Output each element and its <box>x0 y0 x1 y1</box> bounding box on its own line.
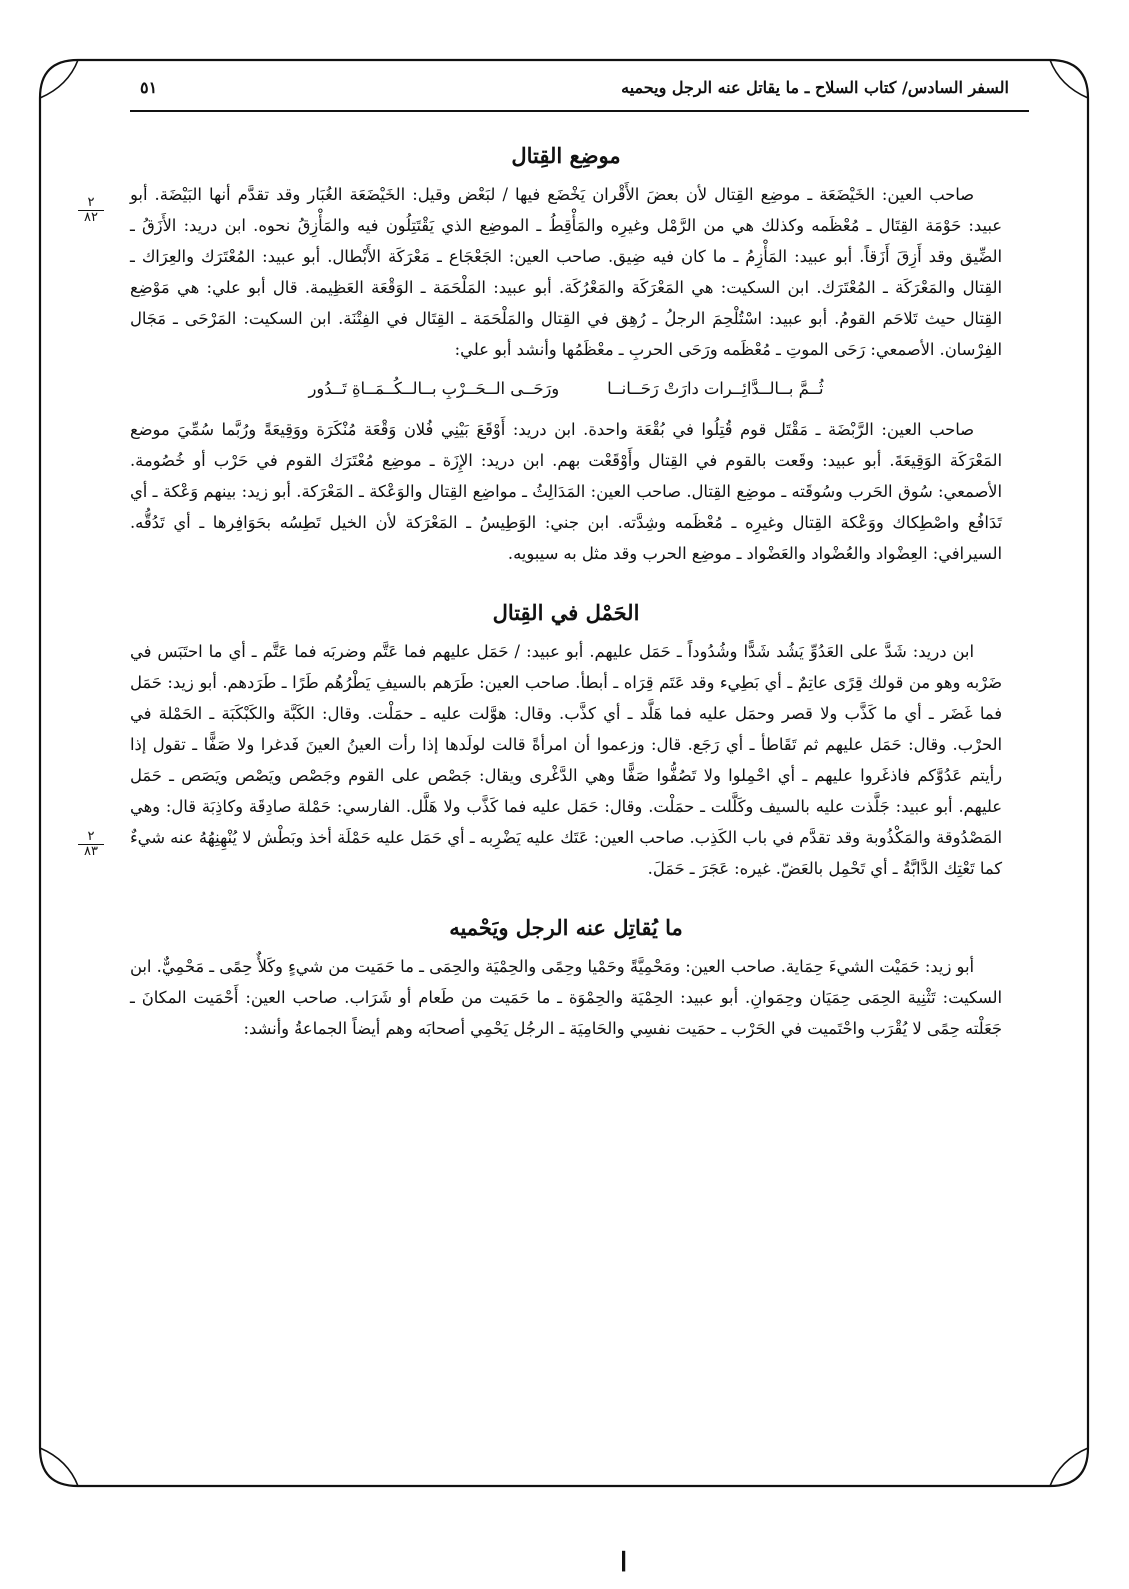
section-title: ما يُقاتِل عنه الرجل ويَحْميه <box>449 915 683 940</box>
margin-note-2 <box>78 830 104 859</box>
verse-hemistich: ثُــمَّ بــالــدَّائِــرات دارَتْ رَحَــانــا <box>607 379 824 398</box>
paragraph: صاحب العين: الخَيْضَعَة ـ موضِع القِتال لأن بعضَ الأَقْران يَخْضَع فيها / لبَعْض وقيل: الخَيْضَعَة الغُبَار وقد تقدَّم أنها البَيْضَة. أبو عبيد: حَوْمَة القِتَال ـ مُعْظَمه وكذلك هي من الرَّمْل وغيرِه والمَأْقِطُ ـ الموضِع الذي يَقْتَتِلُون فيه والمَأْزِقُ نحوه. ابن دريد: الأَزَقُ ـ الضِّيق وقد أَزِقَ أَزَقاً. أبو عبيد: المَأْزِمُ ـ ما كان فيه ضِيق. صاحب العين: الجَعْجَاع ـ مَعْرَكَة الأَبْطال. أبو عبيد: المُعْتَرَك والعِرَاك ـ القِتال والمَعْرَكَة ـ المُعْتَرَك. ابن السكيت: هي المَعْرَكَة والمَعْرُكَة. أبو عبيد: المَلْحَمَة ـ الوَقْعَة العَظِيمة. قال أبو علي: هي مَوْضِع القِتال حيث تَلاحَم القومُ. أبو عبيد: اسْتُلْحِمَ الرجلُ ـ رُهِق في القِتال والمَلْحَمَة ـ القِتَال في الفِتْنَة. ابن السكيت: المَرْحَى ـ مَجَال الفِرْسان. الأصمعي: رَحَى الموتِ ـ مُعْظَمه ورَحَى الحربِ ـ معْظَمُها وأنشد أبو علي: <box>130 185 1002 359</box>
footer-mark: ا <box>620 1548 628 1578</box>
page-number: ٥١ <box>140 77 158 97</box>
margin-note-bottom: ٨٣ <box>84 844 98 859</box>
paragraph: ابن دريد: شَدَّ على العَدُوِّ يَشُد شَدًّا وشُدُوداً ـ حَمَل عليهم. أبو عبيد: / حَمَل عليهم فما عَتَّم وضربَه فما عَتَّم ـ أي ما احتَبَس في ضَرْبه وهو من قولك قِرًى عاتِمٌ ـ أي بَطِيء وقد عَتَم قِرَاه ـ أبطأ. صاحب العين: طَرَهم بالسيفِ يَطْرُهُم طَرًا ـ طَرَدهم. أبو زيد: حَمَل فما غَضَر ـ أي ما كَذَّب ولا قصر وحمَل عليه فما هَلَّد ـ أي كذَّب. وقال: هوَّلت عليه ـ حمَلْت. وقال: الكَبَّة والكَبْكَبَة ـ الحَمْلة في الحرْب. وقال: حَمَل عليهم ثم تَقَاطأ ـ أي رَجَع. قال: وزعموا أن امرأةً قالت لولَدها إذا رأت العينُ العينَ فَدغرا ولا صَفًّا ـ تقول إذا رأيتم عَدُوَّكم فاذغَروا عليهم ـ أي احْمِلوا ولا تَصُفُّوا صَفًّا وهي الدَّغْرى ويقال: جَصْص على القوم وجَصْص ويَصْص ويَصَص ـ حَمَل عليهم. أبو عبيد: جَلَّذت عليه بالسيف وكَلَّلت ـ حمَلْت. وقال: حَمَل عليه فما كَذَّب ولا هَلَّل. الفارسي: حَمْلة صادِقَة وكاذِبَة قال: وهي المَصْدُوقة والمَكْذُوبة وقد تقدَّم في باب الكَذِب. صاحب العين: عَتَك عليه يَضْرِبه ـ أي حَمَل عليه حَمْلَة أخذ وبَطْش لا يُنْهِنِهُهُ عنه شيءٌ كما تَعْتِك الدَّابَّةُ ـ أي تَحْمِل بالعَضّ. غيره: عَجَرَ ـ حَمَلَ. <box>130 642 1002 878</box>
section-title: الحَمْل في القِتال <box>492 600 640 625</box>
page-body <box>130 130 1002 1050</box>
page-header <box>140 70 1009 104</box>
margin-note-bottom: ٨٢ <box>84 210 98 225</box>
paragraph: صاحب العين: الرَّبْضَة ـ مَقْتَل قوم قُتِلُوا في بُقْعَة واحدة. ابن دريد: أَوْقَعَ بَيْنِي فُلان وَقْعَة مُنْكَرَة ووَقِيعَةً ورُبَّما سُمِّيَ موضع المَعْرَكَة الوَقِيعَةَ. أبو عبيد: وقَعت بالقوم في القِتال وأَوْقَعْت بهم. ابن دريد: الإِزَة ـ موضِع مُعْتَرَك القوم في حَرْب أو خُصُومة. الأصمعي: سُوق الحَرب وسُوقَته ـ موضِع القِتال. صاحب العين: المَدَالِثُ ـ مواضِع القِتال والوَعْكة ـ المَعْرَكة. أبو زيد: بينهم وَعْكة ـ أي تَدَافُع واصْطِكاك ووَعْكة القِتال وغيرِه ـ مُعْظَمه وشِدَّته. ابن جني: الوَطِيسُ ـ المَعْرَكة لأن الخيل تَطِسُه بحَوَافِرها ـ أي تَدُقُّه. السيرافي: العِضْواد والعُضْواد والعَضْواد ـ موضِع الحرب وقد مثل به سيبويه. <box>130 420 1002 563</box>
margin-note-top: ٢ <box>78 830 104 845</box>
paragraph: أبو زيد: حَمَيْت الشيءَ حِمَاية. صاحب العين: ومَحْمِيَّةً وحَمْيا وحِمًى والحِمْيَة والحِمَى ـ ما حَمَيت من شيءٍ وكَلأٌ حِمًى ـ مَحْمِيٌّ. ابن السكيت: تَثْنِية الحِمَى حِمَيَان وحِمَوانِ. أبو عبيد: الحِمْيَة والحِمْوَة ـ ما حَمَيت من طَعام أو شَرَاب. صاحب العين: أَحْمَيت المكانَ ـ جَعَلْته حِمًى لا يُقْرَب واحْتَميت في الحَرْب ـ حمَيت نفسِي والحَامِيَة ـ الرجُل يَحْمِي أصحابَه وهم أيضاً الجماعةُ وأنشد: <box>130 957 1002 1038</box>
header-rule <box>130 110 1029 112</box>
section-title: موضِع القِتال <box>511 143 621 168</box>
margin-note-1 <box>78 196 104 225</box>
running-title: السفر السادس/ كتاب السلاح ـ ما يقاتل عنه الرجل ويحميه <box>621 77 1009 97</box>
verse <box>130 373 1002 404</box>
margin-note-top: ٢ <box>78 196 104 211</box>
verse-hemistich: ورَحَــى الــحَــرْبِ بــالــكُــمَــاةِ تَــدُور <box>308 379 560 398</box>
